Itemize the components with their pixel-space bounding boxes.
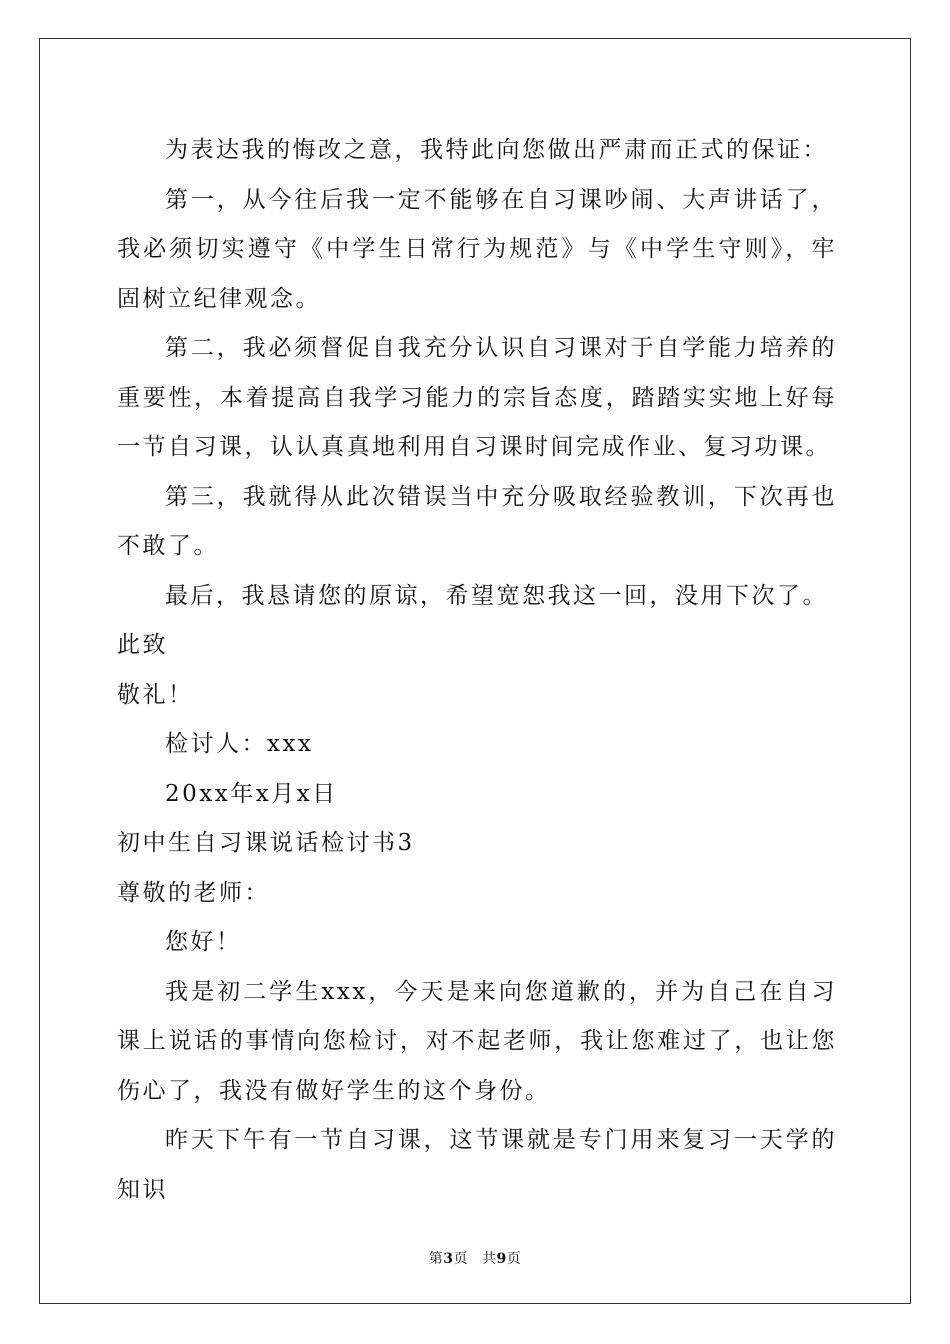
document-body: [117, 126, 837, 1215]
footer-total-prefix: 共: [482, 1251, 497, 1267]
letter-greeting: 尊敬的老师：: [117, 879, 270, 906]
paragraph-closing-plea: 最后，我恳请您的原谅，希望宽恕我这一回，没用下次了。: [165, 582, 828, 609]
paragraph-pledge-intro: 为表达我的悔改之意，我特此向您做出严肃而正式的保证：: [165, 137, 828, 163]
page-footer: [0, 1248, 950, 1268]
footer-total-pages: 9: [496, 1251, 507, 1267]
section-title: 初中生自习课说话检讨书3: [117, 830, 415, 856]
letter-hello: 您好！: [165, 929, 242, 955]
footer-total-suffix: 页: [506, 1251, 522, 1267]
paragraph-apology: 我是初二学生xxx，今天是来向您道歉的，并为自己在自习课上说话的事情向您检讨，对不起老师，我让您难过了，也让您伤心了，我没有做好学生的这个身份。: [117, 978, 837, 1104]
salutation-jingli: 敬礼！: [117, 681, 194, 708]
paragraph-yesterday: 昨天下午有一节自习课，这节课就是专门用来复习一天学的知识: [117, 1127, 837, 1203]
paragraph-pledge-third: 第三，我就得从此次错误当中充分吸取经验教训，下次再也不敢了。: [117, 483, 837, 559]
signature-author: 检讨人：xxx: [165, 731, 314, 757]
paragraph-pledge-second: 第二，我必须督促自我充分认识自习课对于自学能力培养的重要性，本着提高自我学习能力的宗旨态度，踏踏实实地上好每一节自习课，认认真真地利用自习课时间完成作业、复习功课。: [117, 335, 837, 460]
footer-prefix: 第: [428, 1251, 444, 1267]
paragraph-pledge-first: 第一，从今往后我一定不能够在自习课吵闹、大声讲话了，我必须切实遵守《中学生日常行为规范》与《中学生守则》，牢固树立纪律观念。: [117, 186, 837, 312]
salutation-cizhi: 此致: [117, 632, 168, 658]
footer-page-word: 页: [453, 1251, 468, 1267]
footer-current-page: 3: [443, 1251, 454, 1267]
signature-date: 20xx年x月x日: [165, 780, 338, 807]
